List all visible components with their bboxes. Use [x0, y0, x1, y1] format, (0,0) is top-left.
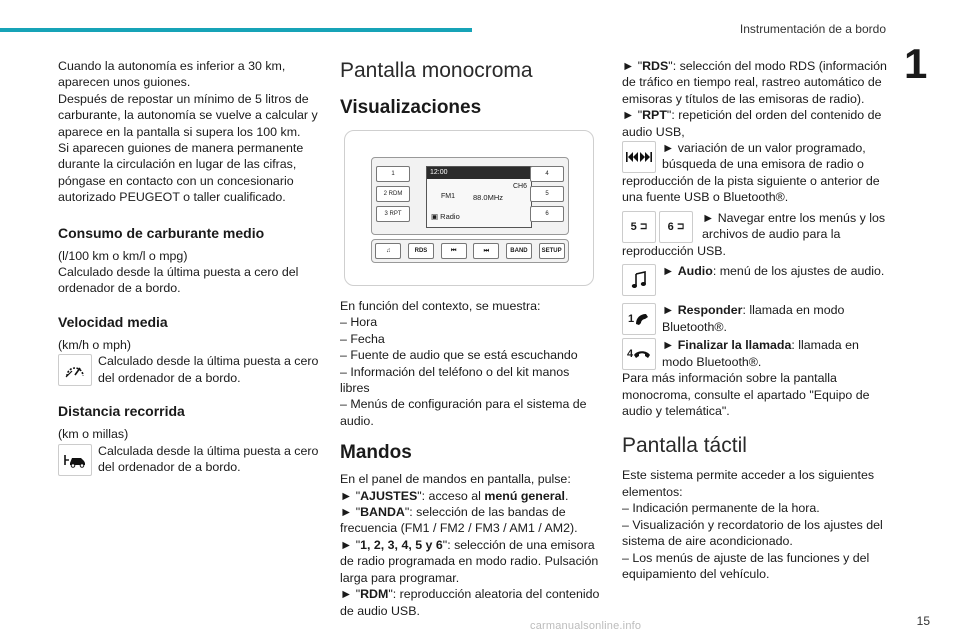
radio-button-row: [371, 239, 569, 263]
velocidad-units: (km/h o mph): [58, 337, 131, 352]
rds-key: RDS: [642, 59, 669, 73]
preset-button-4: 4: [530, 166, 564, 182]
speedometer-icon: [58, 354, 92, 386]
answer-key: Responder: [677, 303, 743, 318]
rpt-key: RPT: [642, 108, 667, 123]
preset4-label: 4: [626, 348, 634, 361]
hangup-text: : llamada en modo Bluetooth®.: [662, 338, 859, 369]
presets-text: : selección de una emisora de radio programada en modo radio. Pulsación larga para programar.: [340, 537, 599, 585]
autonomy-text-3: Si aparecen guiones de manera permanente durante la circulación en lugar de las cifras, póngase en contacto con un concesionario autorizado PEUGEOT o taller cualificado.: [58, 141, 304, 205]
music-note-icon: [622, 264, 656, 296]
distancia-text: Calculada desde la última puesta a cero del ordenador de a bordo.: [98, 443, 319, 475]
preset-button-3: 3 RPT: [376, 206, 410, 222]
ajustes-pre: : acceso al: [421, 488, 485, 503]
autonomy-text-1: Cuando la autonomía es inferior a 30 km, aparecen unos guiones.: [58, 59, 286, 90]
rds-item: ► "RDS": selección del modo RDS (información de tráfico en tiempo real, rastreo automático de emisoras y títulos de las emisoras de radio).: [622, 59, 887, 106]
autonomy-text-2: Después de repostar un mínimo de 5 litros de carburante, la autonomía se vuelve a calcular y aparece en la pantalla si supera los 100 km.: [58, 91, 318, 139]
column-3: [622, 58, 888, 582]
more-info-text: Para más información sobre la pantalla monocroma, consulte el apartado "Equipo de audio y telemática".: [622, 371, 870, 419]
phone-hangup-icon: [622, 338, 656, 370]
section-title-monochrome: Pantalla monocroma: [340, 59, 533, 82]
consumo-heading: Consumo de carburante medio: [58, 224, 265, 241]
mandos-presets: ► "1, 2, 3, 4, 5 y 6": selección de una emisora de radio programada en modo radio. Pulsación larga para programar.: [340, 537, 599, 585]
page-number: 15: [916, 614, 930, 628]
preset-button-5: 5: [530, 186, 564, 202]
mandos-heading: Mandos: [340, 442, 412, 464]
ajustes-end: .: [564, 488, 569, 503]
preset5-label: 5: [630, 220, 637, 233]
chapter-number: 1: [904, 40, 928, 87]
band-button: BAND: [506, 243, 532, 259]
radio-source: ▣ Radio: [431, 212, 460, 221]
rpt-text: : repetición del orden del contenido de audio USB,: [622, 108, 882, 139]
radio-panel-figure: [344, 130, 594, 286]
menu-nav-icon: [622, 211, 656, 243]
phone-answer-icon: [622, 303, 656, 335]
seek-row: [622, 140, 888, 173]
section-title-touchscreen: Pantalla táctil: [622, 434, 747, 458]
context-intro: En función del contexto, se muestra:: [340, 299, 541, 313]
menu-nav-icon-glyph: ⊐: [639, 221, 648, 232]
page-header-title: Instrumentación de a bordo: [739, 22, 886, 36]
answer-row: [622, 302, 888, 335]
radio-screen-frame: [371, 157, 569, 235]
distancia-row: [58, 443, 320, 476]
rdm-key: RDM: [360, 587, 389, 602]
radio-time: 12:00: [427, 167, 531, 179]
distancia-units: (km o millas): [58, 427, 129, 442]
audio-row: [622, 263, 888, 296]
header-accent-bar: [0, 28, 472, 32]
menu-nav-icon: [659, 211, 693, 243]
seek-text: ► variación de un valor programado, búsqueda de una emisora de radio o: [662, 141, 866, 172]
mandos-intro: En el panel de mandos en pantalla, pulse:: [340, 472, 571, 487]
touch-intro: Este sistema permite acceder a los siguientes elementos:: [622, 468, 875, 499]
velocidad-heading: Velocidad media: [58, 313, 168, 330]
seek-forward-button: ⏭: [473, 243, 499, 259]
rds-text: : selección del modo RDS (información de tráfico en tiempo real, rastreo automático de emisoras y títulos de las emisoras de radio).: [622, 59, 887, 106]
car-distance-icon: [58, 444, 92, 476]
hangup-item: ► Finalizar la llamada: llamada en modo Bluetooth®.: [662, 338, 859, 369]
nav-text: ► Navegar entre los menús y los archivos de audio para la: [702, 210, 886, 242]
radio-band: FM1: [441, 193, 455, 200]
column-2: [340, 58, 602, 619]
radio-source-label: Radio: [440, 212, 460, 221]
watermark: carmanualsonline.info: [530, 620, 642, 632]
mandos-rdm: ► "RDM": reproducción aleatoria del contenido de audio USB.: [340, 587, 600, 618]
radio-frequency: 88.0MHz: [473, 193, 504, 202]
audio-button: ♫: [375, 243, 401, 259]
seek-cont: reproducción de la pista siguiente o anterior de una fuente USB o Bluetooth®.: [622, 174, 880, 205]
banda-text: : selección de las bandas de frecuencia (FM1 / FM2 / FM3 / AM1 / AM2).: [340, 505, 578, 536]
nav-cont: reproducción USB.: [622, 243, 726, 258]
context-item-3: – Fuente de audio que se está escuchando: [340, 348, 578, 363]
nav-icon-pair: [622, 210, 696, 243]
nav-row: [622, 210, 888, 243]
audio-key: Audio: [677, 264, 713, 279]
preset-button-2: 2 RDM: [376, 186, 410, 202]
banda-key: BANDA: [360, 505, 405, 520]
touch-item-1: – Indicación permanente de la hora.: [622, 501, 820, 516]
radio-channel: CH6: [512, 183, 527, 190]
mandos-banda: ► "BANDA": selección de las bandas de frecuencia (FM1 / FM2 / FM3 / AM1 / AM2).: [340, 505, 578, 536]
seek-back-button: ⏮: [441, 243, 467, 259]
ajustes-key: AJUSTES: [360, 488, 418, 503]
preset-button-1: 1: [376, 166, 410, 182]
preset-button-6: 6: [530, 206, 564, 222]
velocidad-row: [58, 353, 320, 386]
hangup-key: Finalizar la llamada: [677, 338, 792, 353]
audio-item: ► Audio: menú de los ajustes de audio.: [662, 264, 885, 279]
visualizaciones-heading: Visualizaciones: [340, 97, 482, 118]
context-item-2: – Fecha: [340, 331, 385, 346]
presets-key: 1, 2, 3, 4, 5 y 6: [360, 537, 443, 552]
distancia-heading: Distancia recorrida: [58, 403, 185, 420]
touch-item-2: – Visualización y recordatorio de los ajustes del sistema de aire acondicionado.: [622, 517, 883, 549]
rpt-item: ► "RPT": repetición del orden del contenido de audio USB,: [622, 108, 882, 139]
context-item-5: – Menús de configuración para el sistema de audio.: [340, 397, 587, 428]
radio-display: [426, 166, 532, 228]
preset1-label: 1: [627, 313, 635, 326]
answer-text: : llamada en modo Bluetooth®.: [662, 303, 845, 334]
velocidad-text: Calculado desde la última puesta a cero del ordenador de a bordo.: [98, 354, 319, 385]
consumo-units: (l/100 km o km/l o mpg): [58, 248, 188, 263]
rdm-text: : reproducción aleatoria del contenido de audio USB.: [340, 587, 600, 618]
setup-button: SETUP: [539, 243, 565, 259]
hangup-row: [622, 337, 888, 370]
menu-nav-icon-glyph: ⊐: [676, 221, 685, 232]
context-item-4: – Información del teléfono o del kit manos libres: [340, 364, 570, 396]
consumo-text: Calculado desde la última puesta a cero del ordenador de a bordo.: [58, 265, 299, 296]
ajustes-bold: menú general: [484, 488, 565, 503]
answer-item: ► Responder: llamada en modo Bluetooth®.: [662, 303, 845, 334]
column-1: [58, 58, 320, 476]
context-item-1: – Hora: [340, 315, 378, 330]
mandos-ajustes: ► "AJUSTES": acceso al menú general.: [340, 488, 569, 503]
rds-button: RDS: [408, 243, 434, 259]
audio-text: : menú de los ajustes de audio.: [712, 264, 885, 279]
preset6-label: 6: [667, 220, 674, 233]
seek-icon: [622, 141, 656, 173]
touch-item-3: – Los menús de ajuste de las funciones y del equipamiento del vehículo.: [622, 550, 870, 581]
